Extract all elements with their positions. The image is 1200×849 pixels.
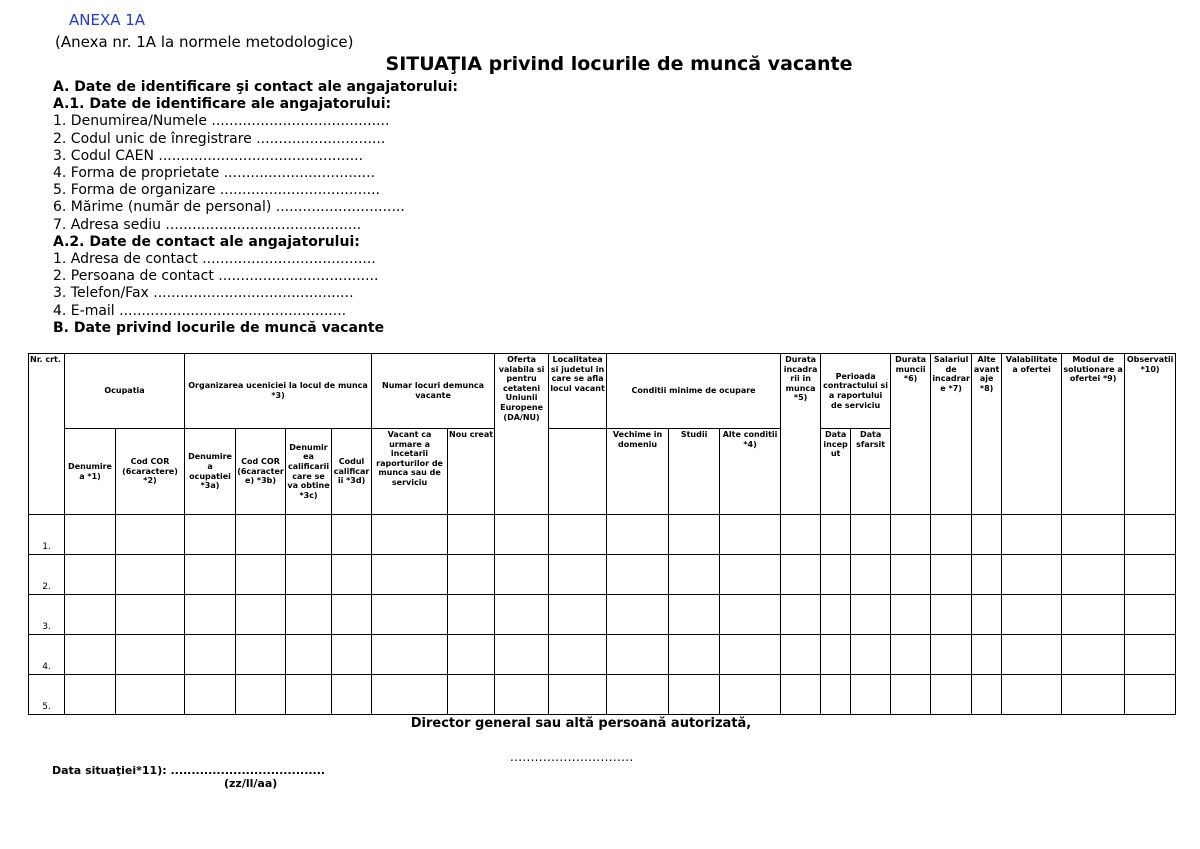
section-a-heading: A. Date de identificare şi contact ale angajatorului: <box>53 79 458 95</box>
vacancies-table <box>28 353 1176 715</box>
header-localitate: Localitatea si judetul in care se afla locul vacant <box>549 354 607 429</box>
annex-label: ANEXA 1A <box>69 11 146 29</box>
section-b-heading: B. Date privind locurile de muncă vacante <box>53 319 385 336</box>
row-number: 5. <box>29 675 65 715</box>
a2-item: 1. Adresa de contact ....................................... <box>53 251 376 268</box>
header-cod-cor: Cod COR (6caractere) *2) <box>116 429 185 515</box>
header-durata-incadrarii: Durata incadrarii in munca *5) <box>781 354 821 515</box>
table-row <box>29 595 1176 635</box>
table-row <box>29 515 1176 555</box>
row-number: 3. <box>29 595 65 635</box>
signature-label: Director general sau altă persoană autorizată, <box>410 716 752 731</box>
header-studii: Studii <box>669 429 720 515</box>
table-row <box>29 675 1176 715</box>
annex-subtitle: (Anexa nr. 1A la normele metodologice) <box>55 33 354 51</box>
a1-item: 3. Codul CAEN .............................................. <box>53 147 364 164</box>
header-perioada-contractului: Perioada contractului si a raportului de serviciu <box>821 354 891 429</box>
date-format: (zz/ll/aa) <box>224 777 278 790</box>
a1-item: 7. Adresa sediu ............................................ <box>53 216 362 233</box>
header-alte-avantaje: Alte avantaje *8) <box>972 354 1002 515</box>
employer-data-section <box>53 79 458 337</box>
section-a1-heading: A.1. Date de identificare ale angajatorului: <box>53 96 392 113</box>
header-vacant: Vacant ca urmare a incetarii raporturilor de munca sau de serviciu <box>372 429 448 515</box>
header-vechime: Vechime in domeniu <box>607 429 669 515</box>
header-denumirea: Denumirea *1) <box>65 429 116 515</box>
row-number: 2. <box>29 555 65 595</box>
header-alte-conditii: Alte conditii *4) <box>720 429 781 515</box>
section-a2-heading: A.2. Date de contact ale angajatorului: <box>53 233 360 250</box>
header-oferta-ue: Oferta valabila si pentru cetateni Uniunii Europene (DA/NU) <box>495 354 549 515</box>
a1-item: 5. Forma de organizare .................................... <box>53 182 381 199</box>
header-numar-locuri: Numar locuri demunca vacante <box>372 354 495 429</box>
a2-item: 4. E-mail ................................................... <box>53 302 347 319</box>
header-organizarea-uceniciei: Organizarea uceniciei la locul de munca *3) <box>185 354 372 429</box>
a1-item: 6. Mărime (număr de personal) ............................. <box>53 199 405 216</box>
header-nr-crt: Nr. crt. <box>29 354 65 515</box>
a1-item: 4. Forma de proprietate .................................. <box>53 165 376 182</box>
table-row <box>29 635 1176 675</box>
header-observatii: Observatii *10) <box>1125 354 1176 515</box>
header-localitate-empty <box>549 429 607 515</box>
table-row <box>29 555 1176 595</box>
header-codul-calificarii: Codul calificarii *3d) <box>332 429 372 515</box>
header-cod-cor-3b: Cod COR (6caractere) *3b) <box>236 429 286 515</box>
a2-item: 3. Telefon/Fax ............................................. <box>53 285 354 302</box>
header-conditii-minime: Conditii minime de ocupare <box>607 354 781 429</box>
header-nou-creat: Nou creat <box>448 429 495 515</box>
signature-line: .............................. <box>510 750 634 764</box>
header-ocupatia: Ocupatia <box>65 354 185 429</box>
a1-item: 2. Codul unic de înregistrare ............................. <box>53 130 386 147</box>
header-denumirea-calificarii: Denumirea calificarii care se va obtine *3c) <box>286 429 332 515</box>
header-data-inceput: Data inceput <box>821 429 851 515</box>
document-title: SITUAŢIA privind locurile de muncă vacante <box>385 53 853 75</box>
header-data-sfarsit: Data sfarsit <box>851 429 891 515</box>
header-modul-solutionare: Modul de solutionare a ofertei *9) <box>1062 354 1125 515</box>
situation-date: Data situaţiei*11): ..................................... <box>52 764 326 777</box>
a2-item: 2. Persoana de contact .................................... <box>53 268 379 285</box>
row-number: 1. <box>29 515 65 555</box>
header-salariul: Salariul de incadrare *7) <box>931 354 972 515</box>
header-valabilitatea: Valabilitatea ofertei <box>1002 354 1062 515</box>
a1-item: 1. Denumirea/Numele ........................................ <box>53 113 390 130</box>
header-denumirea-ocupatiei: Denumirea ocupatiei *3a) <box>185 429 236 515</box>
header-durata-muncii: Durata muncii *6) <box>891 354 931 515</box>
row-number: 4. <box>29 635 65 675</box>
